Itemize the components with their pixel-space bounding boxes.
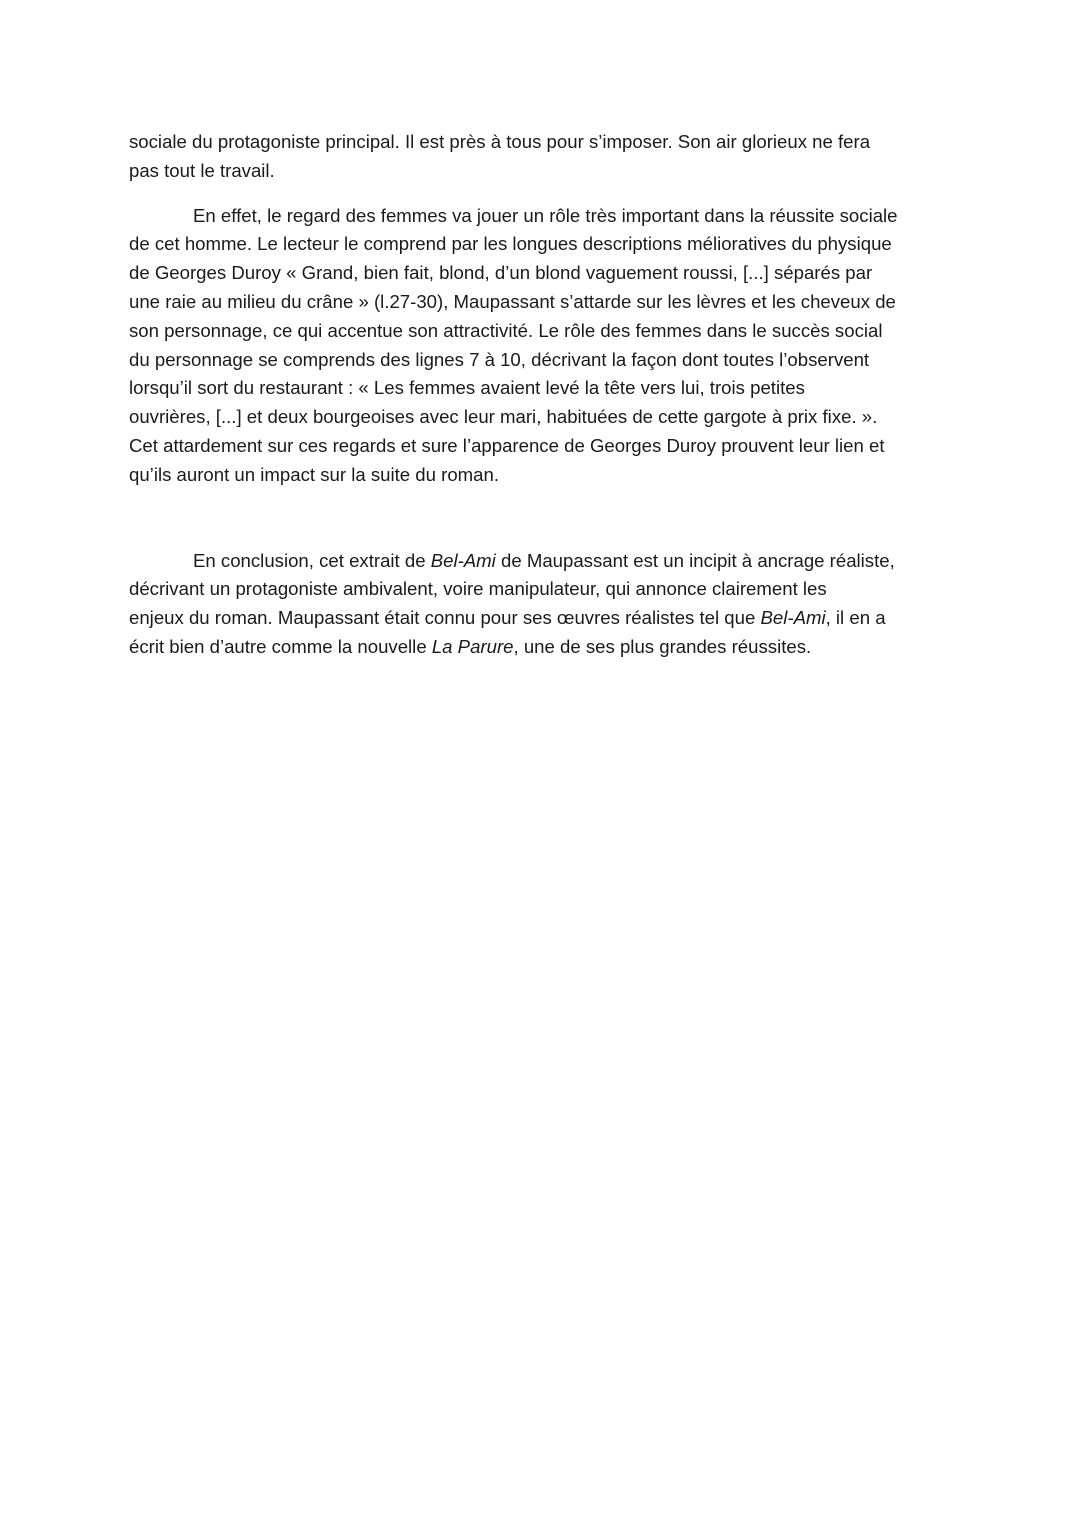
text-line: du personnage se comprends des lignes 7 à 10, décrivant la façon dont toutes l’observent [129, 348, 870, 370]
text-run: écrit bien d’autre comme la nouvelle [129, 635, 432, 657]
text-line: lorsqu’il sort du restaurant : « Les femmes avaient levé la tête vers lui, trois petites [129, 377, 805, 399]
text-line [129, 547, 959, 576]
text-run: , il en a [825, 607, 886, 629]
paragraph-conclusion [129, 547, 959, 662]
text-line: son personnage, ce qui accentue son attractivité. Le rôle des femmes dans le succès social [129, 319, 883, 341]
text-line: qu’ils auront un impact sur la suite du roman. [129, 463, 499, 485]
document-body [129, 128, 959, 662]
paragraph-women-gaze [129, 202, 959, 490]
text-line: de Georges Duroy « Grand, bien fait, blond, d’un blond vaguement roussi, [...] séparés par [129, 262, 873, 284]
text-line: En effet, le regard des femmes va jouer un rôle très important dans la réussite sociale [193, 204, 898, 226]
text-line: Cet attardement sur ces regards et sure l’apparence de Georges Duroy prouvent leur lien et [129, 434, 885, 456]
text-line: de cet homme. Le lecteur le comprend par les longues descriptions mélioratives du physique [129, 233, 892, 255]
text-line: sociale du protagoniste principal. Il est près à tous pour s’imposer. Son air glorieux ne fera [129, 131, 871, 152]
text-line: pas tout le travail. [129, 159, 275, 181]
text-run: En conclusion, cet extrait de [193, 549, 431, 571]
text-line: décrivant un protagoniste ambivalent, voire manipulateur, qui annonce clairement les [129, 578, 827, 600]
text-run: , une de ses plus grandes réussites. [513, 635, 812, 657]
book-title: Bel-Ami [430, 549, 496, 571]
text-run: de Maupassant est un incipit à ancrage réaliste, [495, 549, 895, 571]
text-line: ouvrières, [...] et deux bourgeoises avec leur mari, habituées de cette gargote à prix fixe. ». [129, 406, 878, 428]
text-line [129, 604, 959, 633]
text-line: une raie au milieu du crâne » (l.27-30), Maupassant s’attarde sur les lèvres et les cheveux de [129, 290, 896, 312]
book-title: Bel-Ami [760, 607, 826, 629]
book-title: La Parure [431, 635, 514, 657]
text-run: enjeux du roman. Maupassant était connu pour ses œuvres réalistes tel que [129, 607, 761, 629]
paragraph-continuation [129, 128, 959, 186]
text-line [129, 633, 959, 662]
